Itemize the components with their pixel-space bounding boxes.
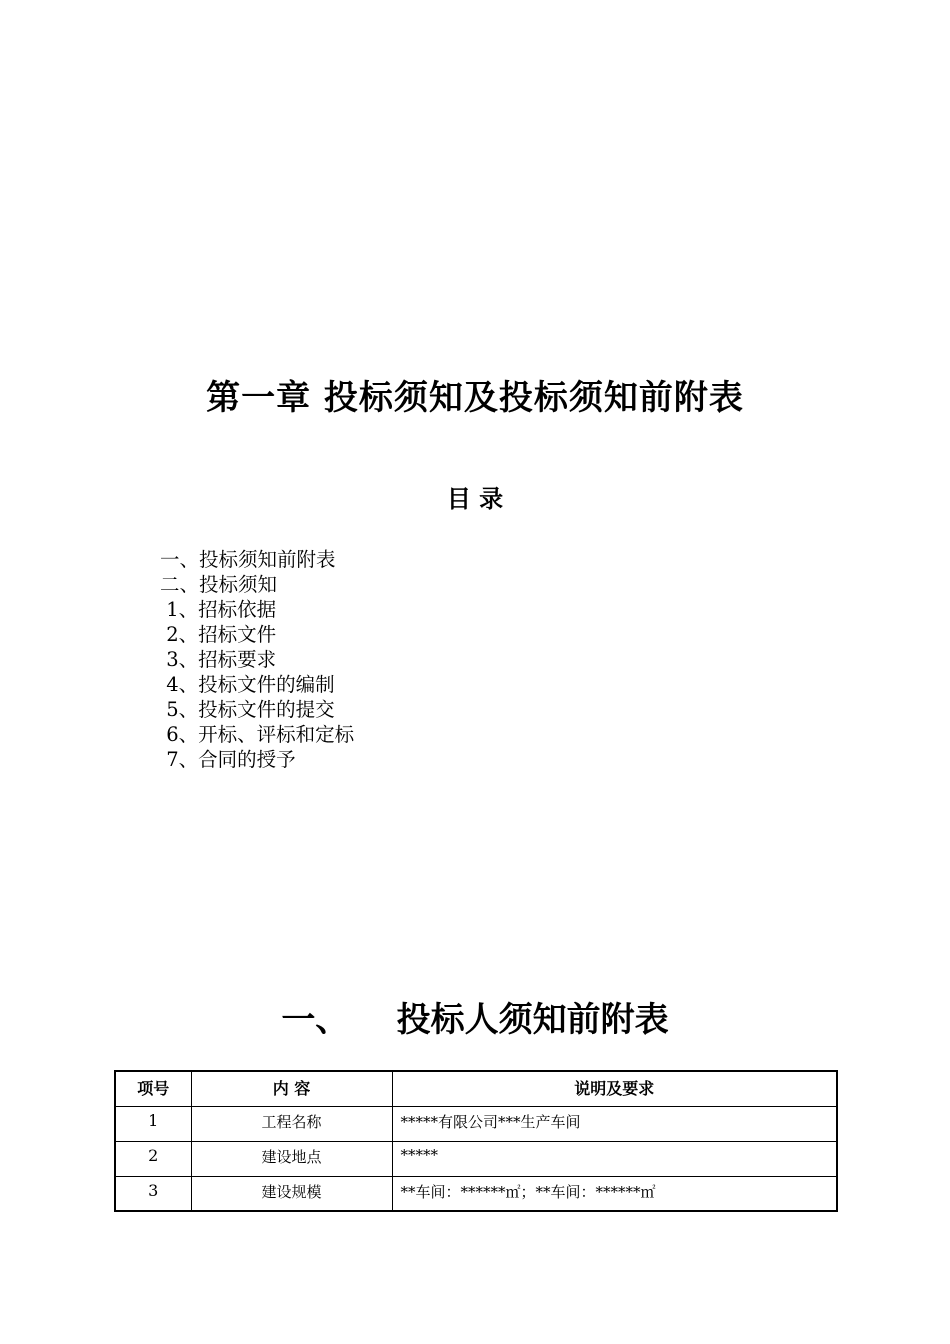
toc-item: 一、投标须知前附表: [160, 548, 336, 571]
table-row: [115, 1141, 837, 1176]
cell-content: 建设规模: [191, 1176, 392, 1211]
cell-content: 工程名称: [191, 1106, 392, 1141]
table-header-row: [115, 1071, 837, 1106]
section-title: 一、 投标人须知前附表: [281, 1000, 669, 1040]
header-item-no: 项号: [115, 1071, 191, 1106]
toc-item: 3、招标要求: [160, 648, 277, 671]
header-description: 说明及要求: [392, 1071, 837, 1106]
toc-item: 二、投标须知: [160, 573, 278, 596]
table-row: [115, 1106, 837, 1141]
table-row: [115, 1176, 837, 1211]
cell-item-no: 1: [115, 1106, 191, 1141]
cell-content: 建设地点: [191, 1141, 392, 1176]
cell-item-no: 2: [115, 1141, 191, 1176]
toc-item: 6、开标、评标和定标: [160, 723, 355, 746]
cell-description: **车间：******㎡；**车间：******㎡: [392, 1176, 837, 1211]
chapter-title: 第一章 投标须知及投标须知前附表: [206, 378, 744, 418]
toc-item: 7、合同的授予: [160, 748, 296, 771]
requirements-table: [114, 1070, 838, 1212]
cell-description: *****: [392, 1141, 837, 1176]
table-of-contents: [160, 547, 354, 772]
cell-description: *****有限公司***生产车间: [392, 1106, 837, 1141]
header-content: 内 容: [191, 1071, 392, 1106]
toc-item: 1、招标依据: [160, 598, 277, 621]
toc-heading: 目 录: [446, 484, 504, 513]
cell-item-no: 3: [115, 1176, 191, 1211]
toc-item: 4、投标文件的编制: [160, 673, 335, 696]
toc-item: 5、投标文件的提交: [160, 698, 335, 721]
toc-item: 2、招标文件: [160, 623, 277, 646]
